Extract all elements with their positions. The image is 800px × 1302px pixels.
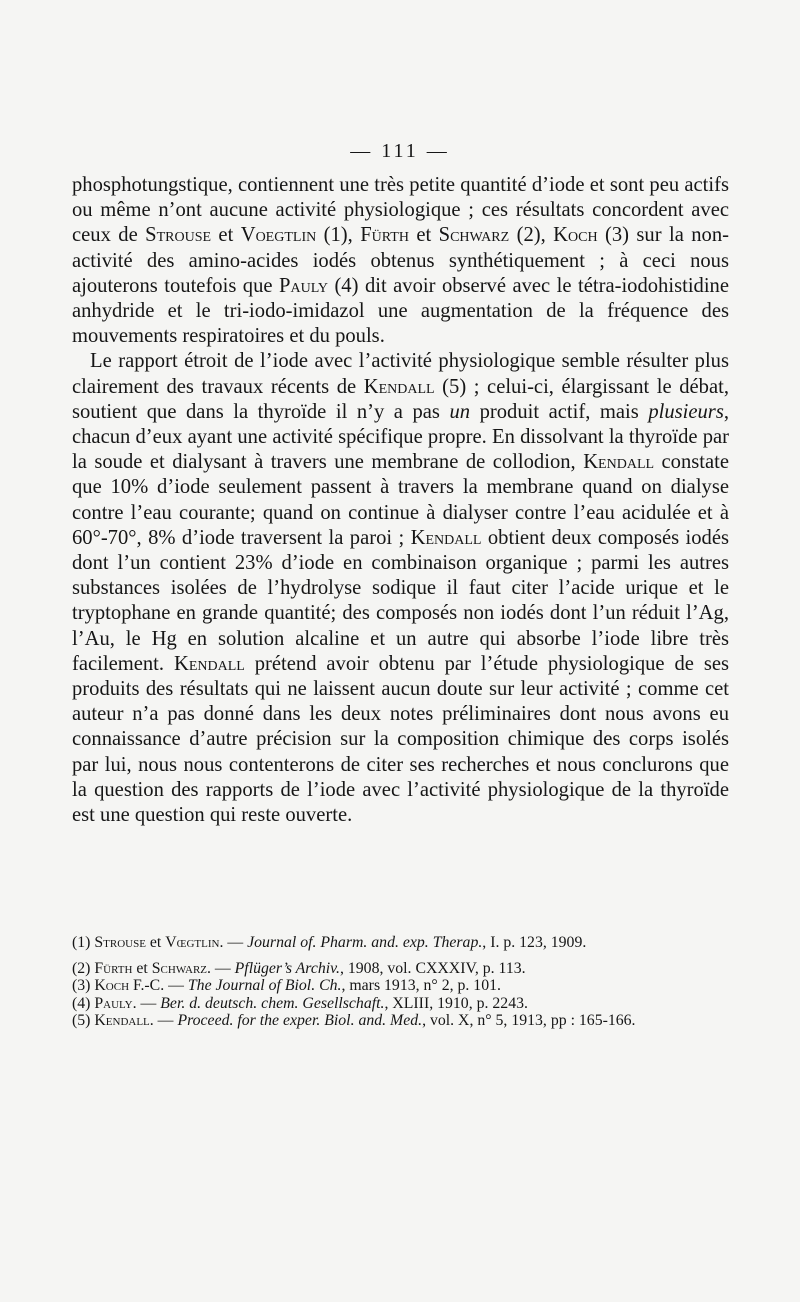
author-name: Vœgtlin: [165, 934, 220, 951]
text-run: , I. p. 123, 1909.: [482, 934, 587, 951]
text-run: (3) sur la non-activité des amino-acides iodés obtenus synthétiquement ; à ceci nous ajouterons toutefois que: [72, 224, 729, 297]
text-run: , 1908, vol. CXXXIV, p. 113.: [339, 959, 526, 977]
footnote: [72, 960, 729, 978]
author-name: Strouse: [94, 934, 146, 951]
footnote: [72, 1012, 729, 1030]
text-run: (3): [72, 977, 95, 994]
text-run: (1),: [316, 224, 361, 247]
text-run: constate que 10% d’iode seulement passent à travers la membrane quand on dialyse contre l’eau courante; quand on continue à dialyser contre l’eau acidulée et à 60°-70°, 8% d’iode traversent la paroi ;: [72, 451, 730, 549]
author-name: Fürth: [94, 959, 133, 977]
body-text: [72, 173, 729, 828]
author-name: Schwarz: [151, 959, 207, 977]
italic-text: Proceed. for the exper. Biol. and. Med.: [177, 1012, 423, 1029]
text-run: prétend avoir obtenu par l’étude physiologique de ses produits des résultats qui ne laissent aucun doute sur leur activité ; comme cet auteur n’a pas donné dans les deux notes préliminaires dont nous avons eu connaissance d’autre précision sur la composition chimique des corps isolés par lui, nous nous contenterons de citer ses recherches et nous conclurons que la question des rapports de l’iode avec l’activité physiologique de la thyroïde est une question qui reste ouverte.: [72, 652, 729, 827]
footnotes: [72, 934, 729, 1030]
text-run: , XLIII, 1910, p. 2243.: [384, 994, 528, 1012]
author-name: Pauly: [94, 994, 133, 1012]
text-run: , mars 1913, n° 2, p. 101.: [341, 977, 501, 994]
author-name: Koch: [553, 224, 598, 247]
author-name: Schwarz: [438, 224, 510, 247]
author-name: Fürth: [360, 224, 409, 247]
text-run: et: [408, 224, 439, 247]
author-name: Kendall: [363, 375, 435, 398]
italic-text: un: [449, 400, 471, 423]
italic-text: Journal of. Pharm. and. exp. Therap.: [247, 934, 483, 951]
author-name: Strouse: [145, 224, 212, 247]
text-run: , chacun d’eux ayant une activité spécifique propre. En dissolvant la thyroïde par la soude et dialysant à travers une membrane de collodion,: [72, 400, 729, 474]
text-run: . —: [207, 959, 235, 977]
text-run: et: [145, 934, 166, 951]
text-run: et: [132, 959, 152, 977]
text-run: . —: [219, 934, 248, 951]
author-name: Voegtlin: [240, 224, 317, 247]
text-run: (1): [72, 934, 95, 951]
text-run: (4) dit avoir observé avec le tétra-iodohistidine anhydride et le tri-iodo-imidazol une augmentation de la fréquence des mouvements respiratoires et du pouls.: [72, 274, 729, 348]
paragraph: [72, 349, 729, 828]
author-name: Koch F.-C.: [94, 977, 165, 994]
text-run: (2): [72, 959, 95, 977]
text-run: (5) ; celui-ci, élargissant le débat, soutient que dans la thyroïde il n’y a pas: [72, 375, 729, 423]
italic-text: Pflüger’s Archiv.: [234, 959, 340, 977]
text-run: Le rapport étroit de l’iode avec l’activité physiologique semble résulter plus clairement des travaux récents de: [72, 350, 729, 398]
text-run: . —: [149, 1012, 178, 1029]
footnote: [72, 995, 729, 1013]
footnote: [72, 934, 729, 952]
footnote: [72, 977, 729, 995]
text-run: (4): [72, 994, 95, 1012]
author-name: Kendall: [94, 1012, 150, 1029]
author-name: Kendall: [583, 451, 655, 474]
author-name: Kendall: [410, 526, 482, 549]
text-run: —: [164, 977, 188, 994]
italic-text: plusieurs: [648, 400, 724, 423]
text-run: phosphotungstique, contiennent une très petite quantité d’iode et sont peu actifs ou même n’ont aucune activité physiologique ; ces résultats concordent avec ceux de: [72, 174, 729, 247]
text-run: , vol. X, n° 5, 1913, pp : 165-166.: [422, 1012, 636, 1029]
text-run: . —: [132, 994, 161, 1012]
author-name: Kendall: [173, 652, 245, 675]
italic-text: Ber. d. deutsch. chem. Gesellschaft.: [160, 994, 385, 1012]
text-run: obtient deux composés iodés dont l’un contient 23% d’iode en combinaison organique ; parmi les autres substances isolées de l’hydrolyse sodique il faut citer l’acide urique et le tryptophane en grande quantité; des composés non iodés dont l’un réduit l’Ag, l’Au, le Hg en solution alcaline et un autre qui absorbe l’iode libre très facilement.: [72, 526, 729, 675]
text-run: produit actif, mais: [470, 400, 649, 423]
text-run: (2),: [509, 224, 554, 247]
paragraph: [72, 173, 729, 349]
text-run: (5): [72, 1012, 95, 1029]
italic-text: The Journal of Biol. Ch.: [187, 977, 342, 994]
author-name: Pauly: [279, 274, 328, 297]
text-run: et: [211, 224, 241, 247]
page-number: — 111 —: [350, 140, 450, 162]
